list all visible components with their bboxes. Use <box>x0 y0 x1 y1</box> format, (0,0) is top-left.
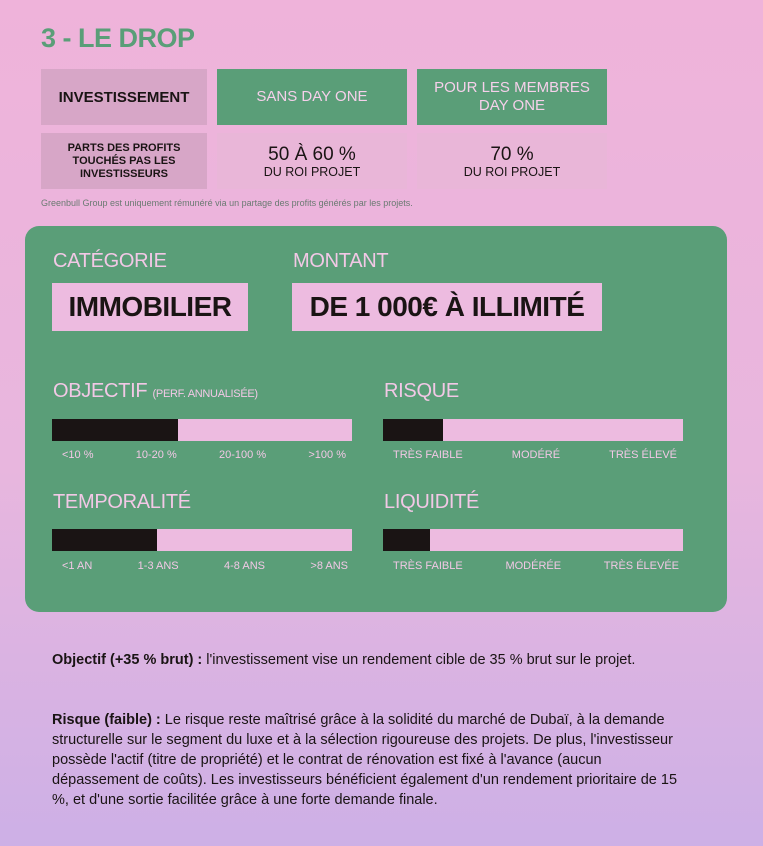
objectif-tick: 10-20 % <box>135 449 177 461</box>
table-row-col2 <box>417 133 607 189</box>
table-row-label <box>41 133 207 189</box>
risque-paragraph <box>52 710 692 810</box>
table-row-col1 <box>217 133 407 189</box>
categorie-label: CATÉGORIE <box>53 250 167 272</box>
montant-label: MONTANT <box>293 250 389 272</box>
objectif-tick: >100 % <box>308 449 346 461</box>
categorie-value: IMMOBILIER <box>52 283 248 331</box>
temporalite-tick: 1-3 ANS <box>137 560 179 572</box>
table-header-col1-text: SANS DAY ONE <box>256 88 368 105</box>
table-row-col2-value: 70 % <box>490 143 534 165</box>
risque-tick: MODÉRÉ <box>511 449 561 461</box>
risque-ticks <box>393 449 677 461</box>
objectif-bar-fill <box>52 419 178 441</box>
temporalite-tick: <1 AN <box>62 560 93 572</box>
objectif-label <box>53 380 258 403</box>
liquidite-tick: TRÈS ÉLEVÉE <box>603 560 679 572</box>
risque-tick: TRÈS FAIBLE <box>393 449 463 461</box>
table-header-col1 <box>217 69 407 125</box>
montant-value: DE 1 000€ À ILLIMITÉ <box>292 283 602 331</box>
liquidite-tick: MODÉRÉE <box>505 560 562 572</box>
drop-panel <box>25 226 727 612</box>
table-header-label <box>41 69 207 125</box>
objectif-paragraph-bold: Objectif (+35 % brut) : <box>52 652 203 668</box>
liquidite-bar-fill <box>383 529 430 551</box>
risque-label: RISQUE <box>384 380 459 402</box>
liquidite-tick: TRÈS FAIBLE <box>393 560 463 572</box>
liquidite-bar <box>383 529 683 551</box>
temporalite-bar <box>52 529 352 551</box>
table-header-label-text: INVESTISSEMENT <box>58 88 190 106</box>
table-header-col2-text: POUR LES MEMBRES DAY ONE <box>434 79 590 114</box>
objectif-paragraph-text: l'investissement vise un rendement cible de 35 % brut sur le projet. <box>202 652 636 668</box>
risque-tick: TRÈS ÉLEVÉ <box>609 449 677 461</box>
table-row-col1-sub: DU ROI PROJET <box>263 164 361 179</box>
objectif-label-text: OBJECTIF <box>53 380 148 402</box>
objectif-bar <box>52 419 352 441</box>
objectif-ticks <box>62 449 346 461</box>
liquidite-label: LIQUIDITÉ <box>384 491 480 513</box>
risque-paragraph-text: Le risque reste maîtrisé grâce à la solidité du marché de Dubaï, à la demande structurelle sur le segment du luxe et à la sélection rigoureuse des projets. De plus, l'investisseur possède l'actif (titre de propriété) et le contrat de rénovation est fixé à l'avance (aucun dépassement de coûts). Les investisseurs bénéficient également d'un rendement prioritaire de 15 %, et d'une sortie facilitée grâce à une forte demande finale. <box>52 712 678 808</box>
temporalite-tick: >8 ANS <box>310 560 348 572</box>
risque-bar <box>383 419 683 441</box>
temporalite-bar-fill <box>52 529 157 551</box>
liquidite-ticks <box>393 560 679 572</box>
table-header-col2 <box>417 69 607 125</box>
temporalite-tick: 4-8 ANS <box>224 560 265 572</box>
objectif-paragraph <box>52 650 652 670</box>
page-title: 3 - LE DROP <box>41 23 195 53</box>
table-note: Greenbull Group est uniquement rémunéré via un partage des profits générés par les projets. <box>41 198 413 208</box>
table-row-col1-value: 50 À 60 % <box>268 143 356 165</box>
risque-paragraph-bold: Risque (faible) : <box>52 712 161 728</box>
objectif-tick: 20-100 % <box>219 449 267 461</box>
table-row-label-text: PARTS DES PROFITS TOUCHÉS PAS LES INVESTISSEURS <box>67 141 181 180</box>
table-row-col2-sub: DU ROI PROJET <box>463 164 561 179</box>
objectif-tick: <10 % <box>62 449 94 461</box>
temporalite-ticks <box>62 560 348 572</box>
temporalite-label: TEMPORALITÉ <box>53 491 191 513</box>
objectif-sublabel: (PERF. ANNUALISÉE) <box>152 388 258 400</box>
risque-bar-fill <box>383 419 443 441</box>
